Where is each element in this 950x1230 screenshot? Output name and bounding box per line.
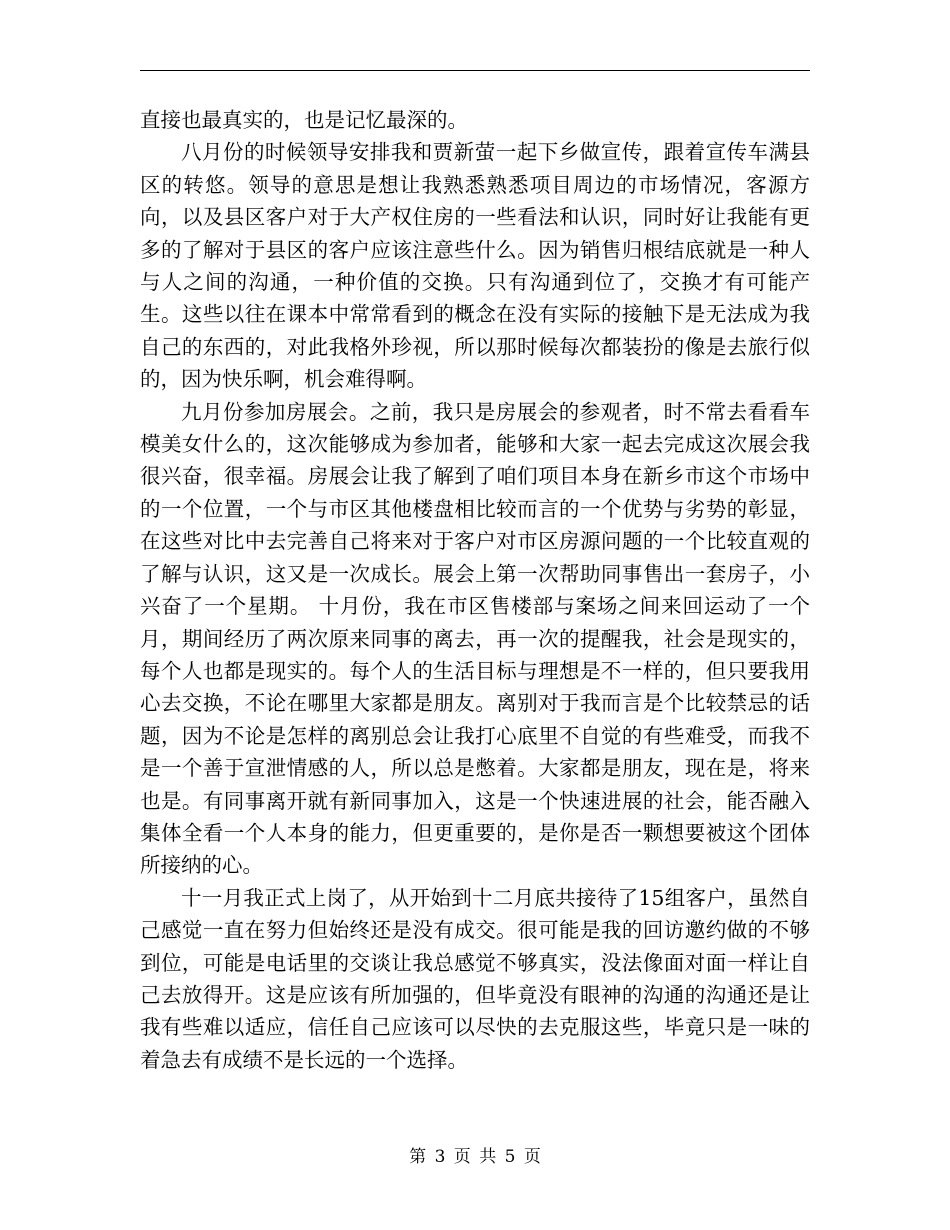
header-rule: [140, 70, 810, 71]
document-body: [140, 104, 810, 1076]
paragraph-continuation: 直接也最真实的，也是记忆最深的。: [140, 108, 468, 132]
page-number-footer: 第 3 页 共 5 页: [409, 1147, 541, 1167]
paragraph-august: 八月份的时候领导安排我和贾新萤一起下乡做宣传，跟着宣传车满县区的转悠。领导的意思是想让我熟悉熟悉项目周边的市场情况，客源方向，以及县区客户对于大产权住房的一些看法和认识，同时好让我能有更多的了解对于县区的客户应该注意些什么。因为销售归根结底就是一种人与人之间的沟通，一种价值的交换。只有沟通到位了，交换才有可能产生。这些以往在课本中常常看到的概念在没有实际的接触下是无法成为我自己的东西的，对此我格外珍视，所以那时候每次都装扮的像是去旅行似的，因为快乐啊，机会难得啊。: [140, 140, 810, 392]
paragraph-november: 十一月我正式上岗了，从开始到十二月底共接待了15组客户，虽然自己感觉一直在努力但始终还是没有成交。很可能是我的回访邀约做的不够到位，可能是电话里的交谈让我总感觉不够真实，没法像面对面一样让自己去放得开。这是应该有所加强的，但毕竟没有眼神的沟通的沟通还是让我有些难以适应，信任自己应该可以尽快的去克服这些，毕竟只是一味的着急去有成绩不是长远的一个选择。: [140, 885, 810, 1072]
paragraph-september-october: 九月份参加房展会。之前，我只是房展会的参观者，时不常去看看车模美女什么的，这次能够成为参加者，能够和大家一起去完成这次展会我很兴奋，很幸福。房展会让我了解到了咱们项目本身在新乡市这个市场中的一个位置，一个与市区其他楼盘相比较而言的一个优势与劣势的彰显，在这些对比中去完善自己将来对于客户对市区房源问题的一个比较直观的了解与认识，这又是一次成长。展会上第一次帮助同事售出一套房子，小兴奋了一个星期。 十月份，我在市区售楼部与案场之间来回运动了一个月，期间经历了两次原来同事的离去，再一次的提醒我，社会是现实的，每个人也都是现实的。每个人的生活目标与理想是不一样的，但只要我用心去交换，不论在哪里大家都是朋友。离别对于我而言是个比较禁忌的话题，因为不论是怎样的离别总会让我打心底里不自觉的有些难受，而我不是一个善于宣泄情感的人，所以总是憋着。大家都是朋友，现在是，将来也是。有同事离开就有新同事加入，这是一个快速进展的社会，能否融入集体全看一个人本身的能力，但更重要的，是你是否一颗想要被这个团体所接纳的心。: [140, 399, 810, 878]
